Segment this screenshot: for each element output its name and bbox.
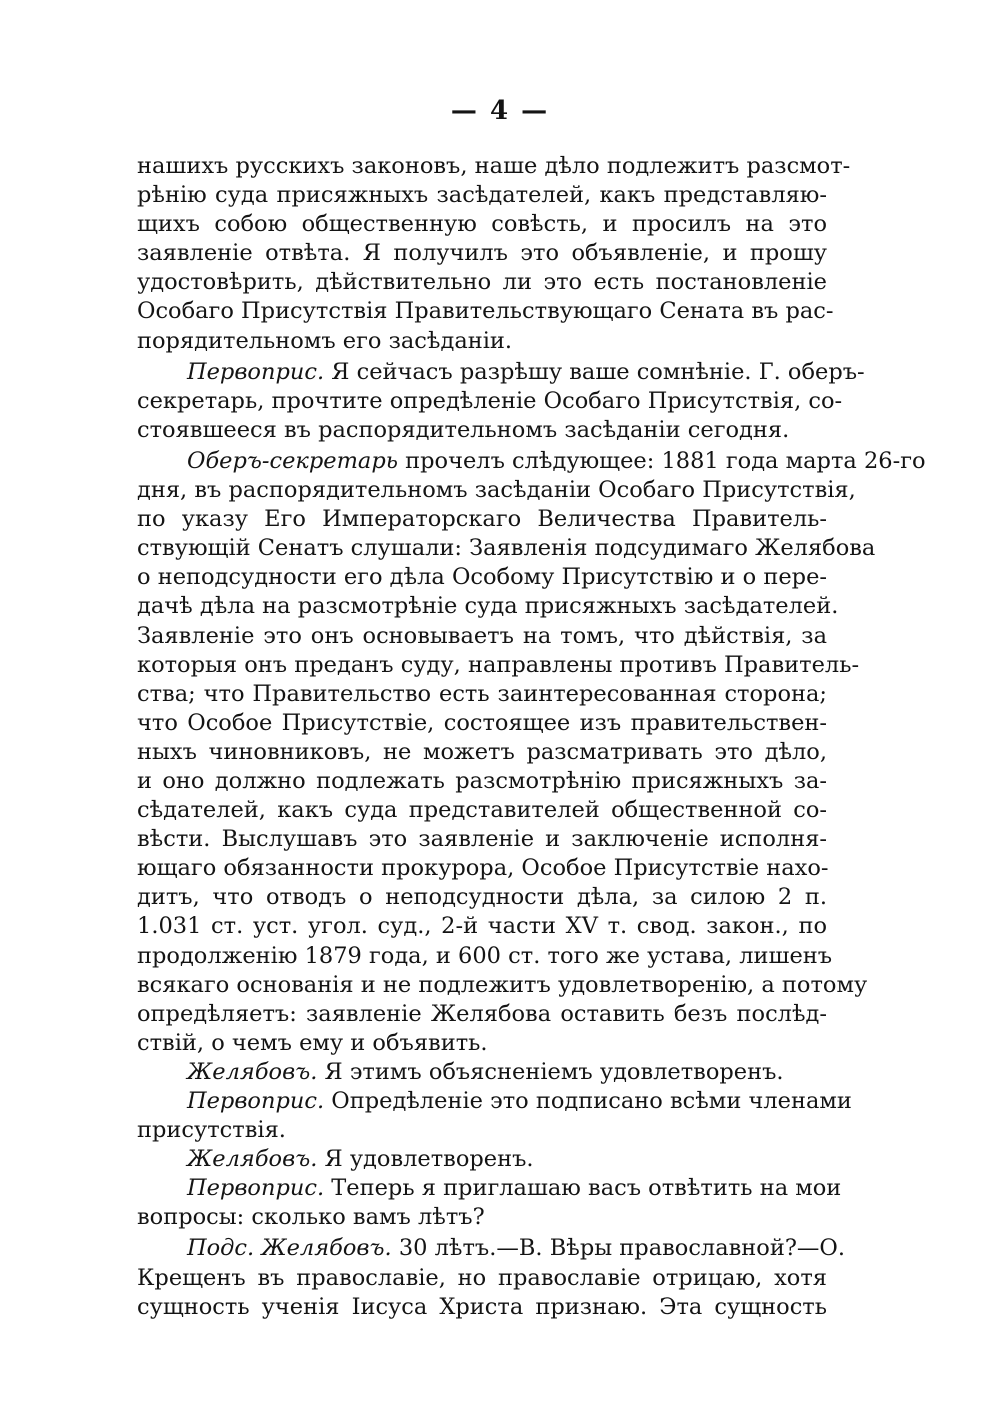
line-text: Я сейчасъ разрѣшу ваше сомнѣніе. Г. оберъ-	[324, 358, 865, 385]
speaker-name: Желябовъ.	[187, 1146, 318, 1173]
line-text: сущность ученія Іисуса Христа признаю. Эта сущность	[137, 1293, 827, 1320]
text-line	[137, 971, 868, 1000]
text-line	[137, 152, 851, 181]
text-line	[137, 883, 827, 912]
line-text: всякаго основанія и не подлежитъ удовлетворенію, а потому	[137, 971, 868, 998]
text-line	[137, 239, 827, 268]
speaker-name: Первоприс.	[187, 1175, 325, 1202]
body-text	[137, 152, 926, 1322]
line-text: которыя онъ преданъ суду, направлены противъ Правитель-	[137, 651, 860, 678]
text-line	[137, 592, 839, 621]
line-text: дитъ, что отводъ о неподсудности дѣла, за силою 2 п.	[137, 884, 827, 911]
line-text: нашихъ русскихъ законовъ, наше дѣло подлежитъ разсмот-	[137, 153, 851, 179]
line-text: порядительномъ его засѣданіи.	[137, 327, 513, 354]
text-line	[137, 181, 827, 210]
line-text: что Особое Присутствіе, состоящее изъ правительствен-	[137, 709, 827, 736]
text-line	[137, 825, 827, 854]
line-text: вѣсти. Выслушавъ это заявленіе и заключеніе исполня-	[137, 826, 827, 853]
line-text: и оно должно подлежать разсмотрѣнію присяжныхъ за-	[137, 767, 827, 794]
text-line	[137, 942, 833, 971]
line-text: ствующій Сенатъ слушали: Заявленія подсудимаго Желябова	[137, 535, 876, 562]
text-line	[137, 1116, 827, 1145]
line-text: Я удовлетворенъ.	[317, 1146, 534, 1173]
line-text: опредѣляетъ: заявленіе Желябова оставить безъ послѣд-	[137, 1000, 827, 1027]
text-line	[137, 476, 856, 505]
text-line	[137, 505, 827, 534]
text-line	[137, 416, 827, 445]
line-text: стоявшееся въ распорядительномъ засѣданіи сегодня.	[137, 416, 790, 443]
text-line	[137, 796, 827, 825]
text-line	[137, 680, 827, 709]
text-line	[137, 358, 865, 387]
line-text: прочелъ слѣдующее: 1881 года марта 26-го	[397, 447, 926, 474]
text-line	[137, 1203, 827, 1232]
speaker-name: Первоприс.	[187, 1088, 325, 1114]
line-text: ющаго обязанности прокурора, Особое Присутствіе нахо-	[137, 855, 829, 882]
line-text: заявленіе отвѣта. Я получилъ это объявленіе, и прошу	[137, 240, 827, 267]
speaker-name: Желябовъ.	[187, 1058, 318, 1085]
text-line	[137, 1234, 846, 1263]
text-line	[137, 1029, 827, 1058]
line-text: рѣнію суда присяжныхъ засѣдателей, какъ представляю-	[137, 182, 827, 209]
line-text: по указу Его Императорскаго Величества Правитель-	[137, 506, 827, 533]
text-line	[137, 1000, 827, 1029]
text-line	[137, 1145, 827, 1174]
speaker-name: Подс. Желябовъ.	[187, 1235, 392, 1262]
page-number: — 4 —	[450, 96, 550, 126]
line-text: о неподсудности его дѣла Особому Присутствію и о пере-	[137, 564, 827, 591]
text-line	[137, 297, 834, 326]
text-line	[137, 651, 860, 680]
speaker-name: Оберъ-секретарь	[187, 447, 398, 474]
text-line	[137, 1264, 827, 1293]
speaker-name: Первоприс.	[187, 358, 325, 385]
line-text: щихъ собою общественную совѣсть, и просилъ на это	[137, 211, 827, 238]
line-text: Заявленіе это онъ основываетъ на томъ, что дѣйствія, за	[137, 622, 827, 649]
text-line	[137, 622, 827, 651]
line-text: дачѣ дѣла на разсмотрѣніе суда присяжныхъ засѣдателей.	[137, 593, 839, 620]
text-line	[137, 1293, 827, 1322]
line-text: присутствія.	[137, 1117, 286, 1144]
text-line	[137, 387, 843, 416]
line-text: Крещенъ въ православіе, но православіе отрицаю, хотя	[137, 1264, 827, 1291]
line-text: 30 лѣтъ.—В. Вѣры православной?—О.	[391, 1235, 846, 1262]
text-line	[137, 854, 827, 883]
line-text: Я этимъ объясненіемъ удовлетворенъ.	[317, 1058, 784, 1085]
line-text: ствій, о чемъ ему и объявить.	[137, 1029, 488, 1056]
text-line	[137, 709, 827, 738]
text-line	[137, 210, 827, 239]
text-line	[137, 327, 827, 356]
text-line	[137, 1058, 827, 1087]
line-text: Теперь я приглашаю васъ отвѣтить на мои	[324, 1175, 842, 1202]
line-text: дня, въ распорядительномъ засѣданіи Особаго Присутствія,	[137, 477, 856, 504]
text-line	[137, 912, 827, 941]
line-text: секретарь, прочтите опредѣленіе Особаго Присутствія, со-	[137, 387, 843, 414]
line-text: сѣдателей, какъ суда представителей общественной со-	[137, 797, 827, 824]
text-line	[137, 447, 926, 476]
text-line	[137, 268, 827, 297]
text-line	[137, 738, 827, 767]
line-text: ства; что Правительство есть заинтересованная сторона;	[137, 680, 827, 707]
text-line	[137, 563, 827, 592]
line-text: 1.031 ст. уст. угол. суд., 2-й части XV т. свод. закон., по	[137, 913, 827, 940]
line-text: удостовѣрить, дѣйствительно ли это есть постановленіе	[137, 269, 827, 296]
text-line	[137, 1087, 852, 1116]
text-line	[137, 767, 827, 796]
text-line	[137, 534, 876, 563]
line-text: ныхъ чиновниковъ, не можетъ разсматривать это дѣло,	[137, 738, 827, 765]
line-text: Особаго Присутствія Правительствующаго Сената въ рас-	[137, 298, 834, 325]
text-line	[137, 1174, 842, 1203]
line-text: Опредѣленіе это подписано всѣми членами	[324, 1088, 852, 1114]
line-text: продолженію 1879 года, и 600 ст. того же устава, лишенъ	[137, 942, 833, 969]
line-text: вопросы: сколько вамъ лѣтъ?	[137, 1204, 485, 1231]
